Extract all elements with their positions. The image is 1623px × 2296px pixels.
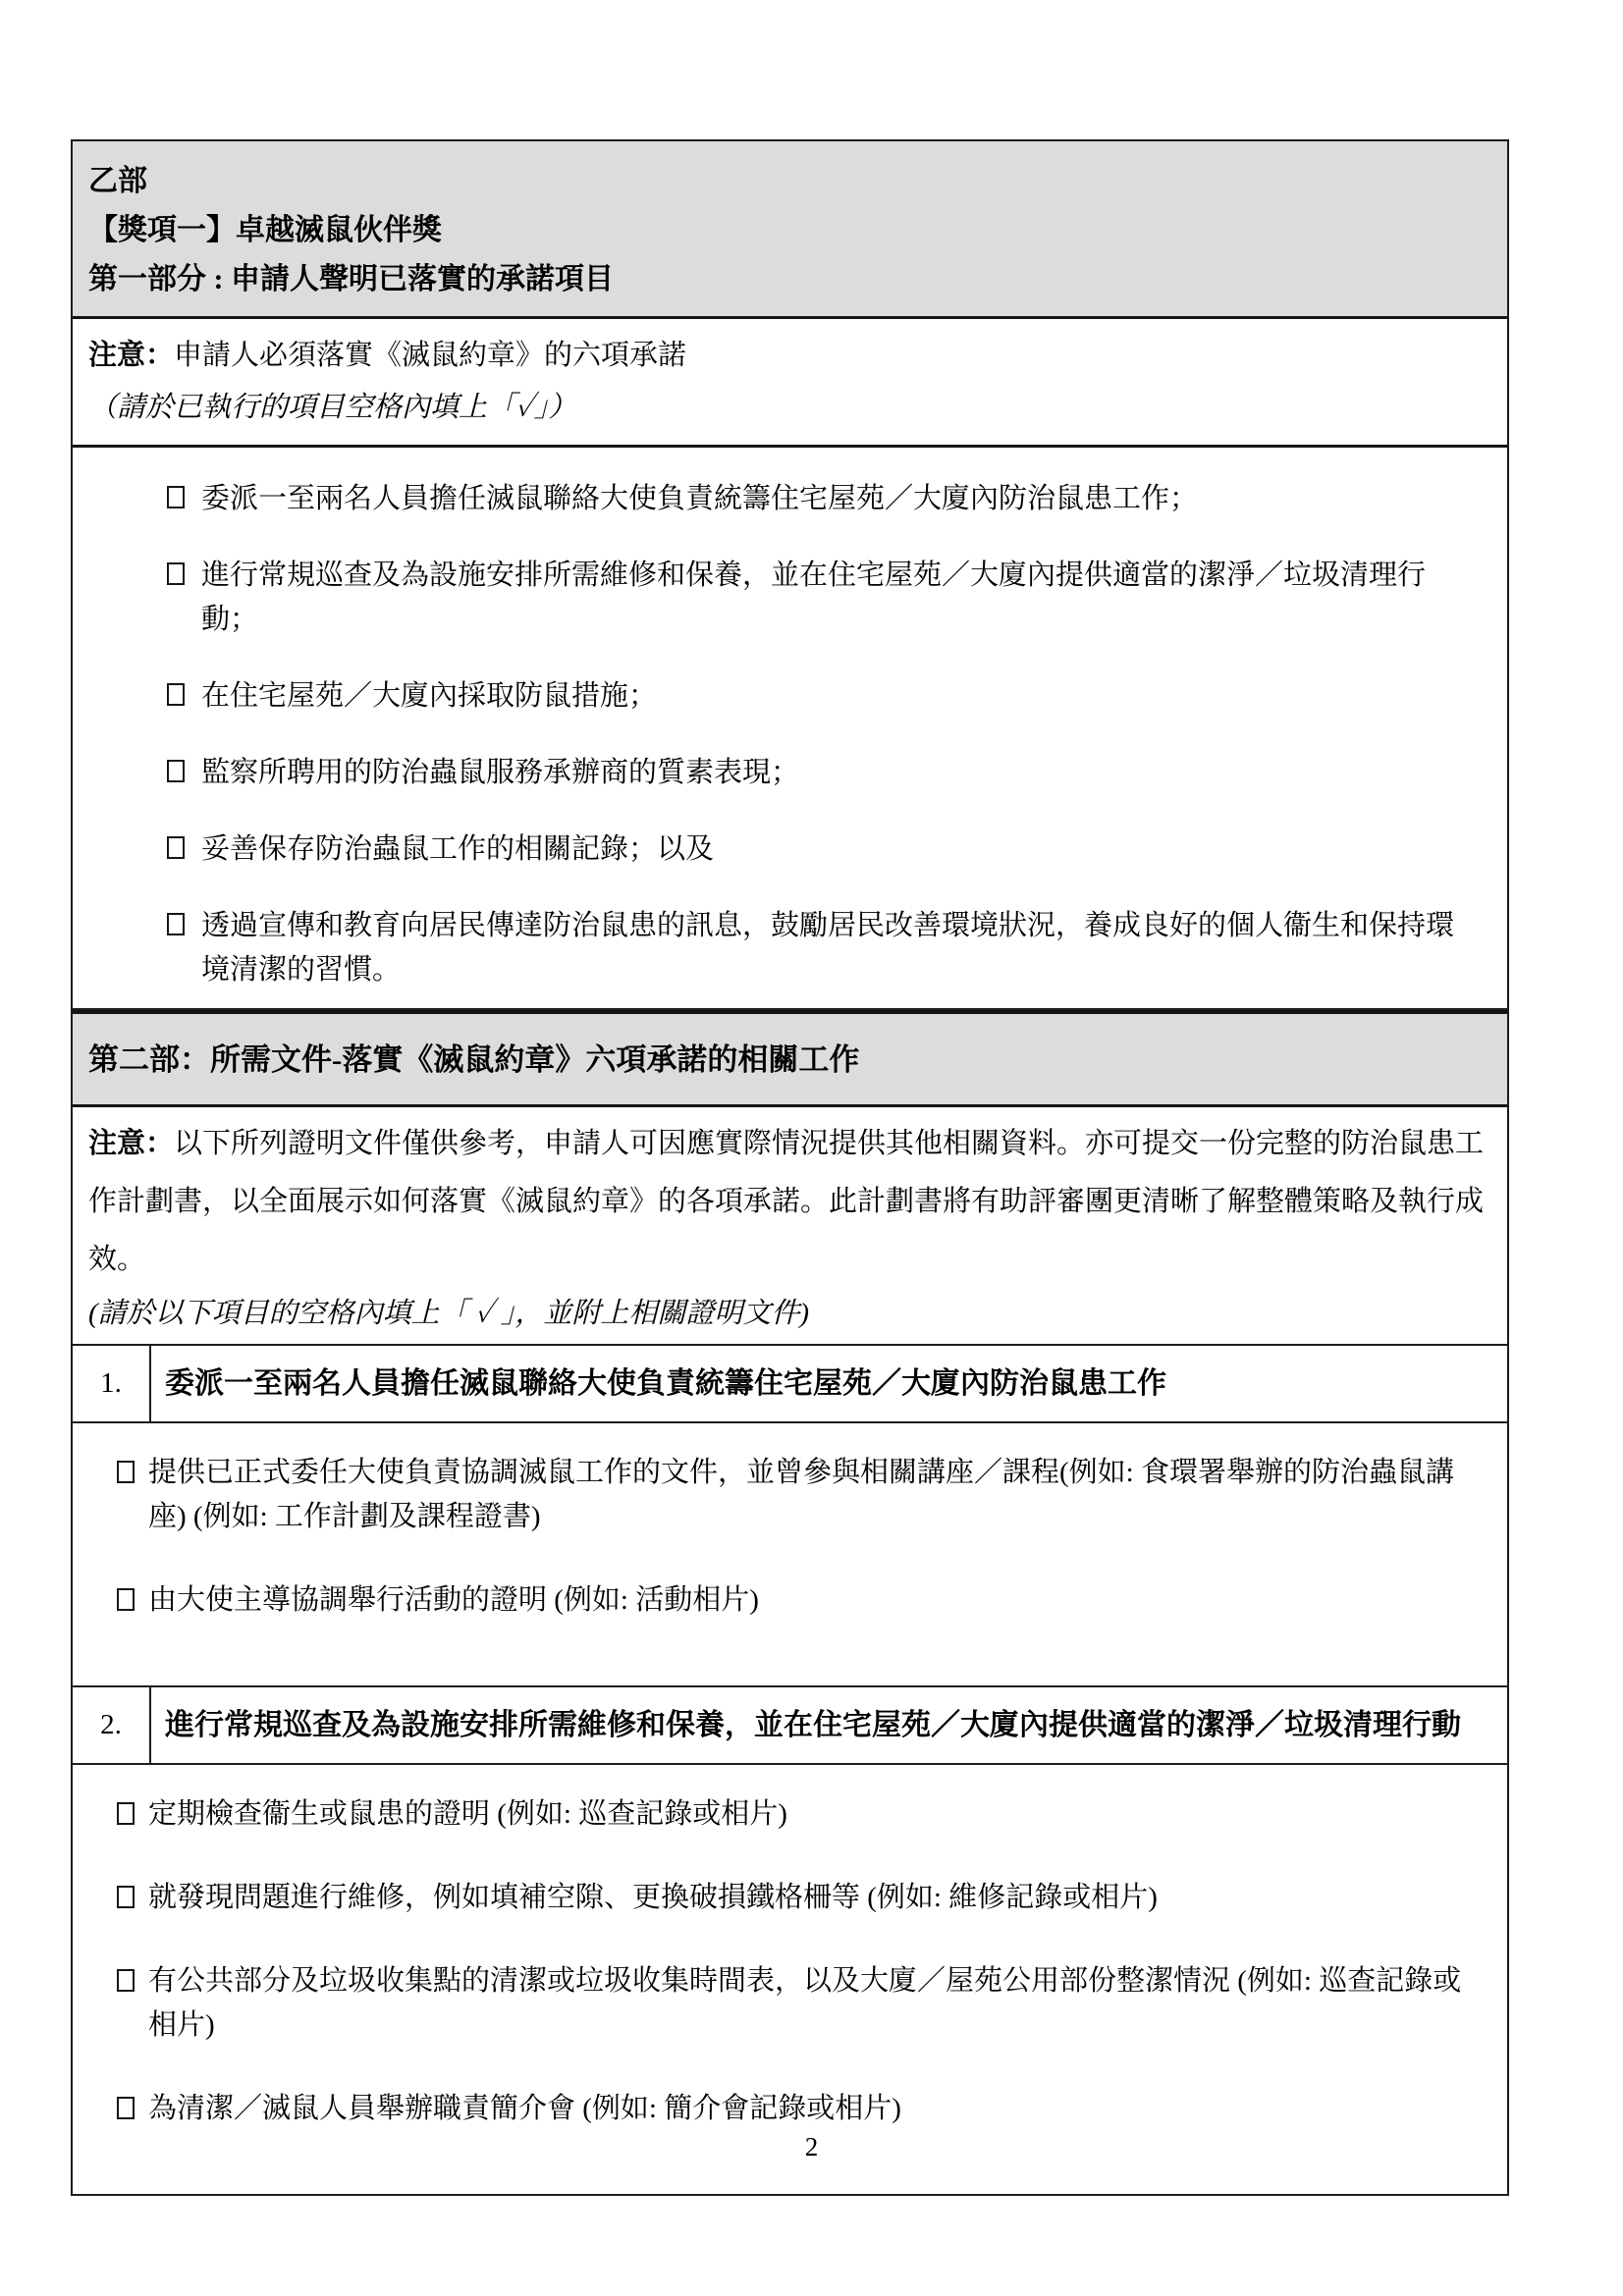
- document-item: [117, 1578, 1478, 1623]
- section-1-items: [73, 1423, 1507, 1687]
- commitment-item: [167, 904, 1474, 992]
- commitment-text: 監察所聘用的防治蟲鼠服務承辦商的質素表現；: [201, 757, 800, 788]
- award-one-title: 【獎項一】卓越滅鼠伙伴獎: [88, 214, 442, 246]
- note-text: 以下所列證明文件僅供參考，申請人可因應實際情況提供其他相關資料。亦可提交一份完整的防治鼠患工作計劃書，以全面展示如何落實《滅鼠約章》的各項承諾。此計劃書將有助評審團更清晰了解整體策略及執行成效。: [88, 1128, 1485, 1275]
- checkbox[interactable]: [117, 1969, 135, 1992]
- note-paragraph: [88, 1115, 1489, 1289]
- document-text: 提供已正式委任大使負責協調滅鼠工作的文件，並曾參與相關講座／課程(例如: 食環署舉辦的防治蟲鼠講座) (例如: 工作計劃及課程證書): [148, 1457, 1454, 1532]
- commitment-text: 妥善保存防治蟲鼠工作的相關記錄；以及: [201, 833, 715, 865]
- note-label: 注意：: [88, 340, 175, 371]
- commitment-item: [167, 477, 1474, 521]
- checkbox[interactable]: [167, 760, 185, 782]
- commitment-item: [167, 674, 1474, 719]
- checkbox[interactable]: [167, 486, 185, 508]
- checkbox[interactable]: [167, 836, 185, 859]
- form-page: [71, 139, 1509, 2196]
- checkbox[interactable]: [167, 562, 185, 585]
- part-two-note: [73, 1107, 1507, 1346]
- commitment-item: [167, 554, 1474, 642]
- checkbox[interactable]: [117, 2097, 135, 2119]
- commitment-text: 透過宣傳和教育向居民傳達防治鼠患的訊息，鼓勵居民改善環境狀況，養成良好的個人衞生和保持環境清潔的習慣。: [201, 910, 1455, 986]
- section-2-items: [73, 1765, 1507, 2194]
- part-b-title: 乙部: [88, 165, 147, 197]
- section-title: 委派一至兩名人員擔任滅鼠聯絡大使負責統籌住宅屋苑／大廈內防治鼠患工作: [165, 1367, 1166, 1400]
- note-line: [88, 329, 1489, 382]
- checkbox[interactable]: [117, 1802, 135, 1825]
- part-two-table: [71, 1010, 1509, 2196]
- document-item: [117, 1876, 1478, 1920]
- note-text: 申請人必須落實《滅鼠約章》的六項承諾: [174, 340, 687, 371]
- commitment-text: 委派一至兩名人員擔任滅鼠聯絡大使負責統籌住宅屋苑／大廈內防治鼠患工作；: [201, 483, 1199, 514]
- commitment-item: [167, 751, 1474, 795]
- section-one-title: 第一部分 : 申請人聲明已落實的承諾項目: [88, 263, 614, 295]
- document-text: 就發現問題進行維修，例如填補空隙、更換破損鐵格柵等 (例如: 維修記錄或相片): [148, 1882, 1158, 1913]
- document-text: 為清潔／滅鼠人員舉辦職責簡介會 (例如: 簡介會記錄或相片): [148, 2093, 901, 2124]
- document-text: 定期檢查衞生或鼠患的證明 (例如: 巡查記錄或相片): [148, 1798, 787, 1830]
- commitment-item: [167, 828, 1474, 872]
- document-item: [117, 2087, 1478, 2131]
- document-text: 由大使主導協調舉行活動的證明 (例如: 活動相片): [148, 1584, 759, 1616]
- section-title: 進行常規巡查及為設施安排所需維修和保養，並在住宅屋苑／大廈內提供適當的潔淨／垃圾清理行動: [165, 1709, 1461, 1741]
- checkbox[interactable]: [117, 1886, 135, 1908]
- page-number: 2: [804, 2132, 819, 2162]
- part-b-table: [71, 139, 1509, 1010]
- part-two-header: 第二部：所需文件-落實《滅鼠約章》六項承諾的相關工作: [73, 1014, 1507, 1107]
- commitment-text: 進行常規巡查及為設施安排所需維修和保養，並在住宅屋苑／大廈內提供適當的潔淨／垃圾清理行動；: [201, 560, 1427, 635]
- section-number: 2.: [73, 1687, 151, 1763]
- checkbox[interactable]: [167, 683, 185, 706]
- section-number: 1.: [73, 1346, 151, 1421]
- section-row-1: [73, 1346, 1507, 1423]
- document-item: [117, 1959, 1478, 2048]
- checkbox[interactable]: [117, 1461, 135, 1483]
- document-item: [117, 1792, 1478, 1837]
- checkbox[interactable]: [167, 913, 185, 935]
- note-label: 注意：: [88, 1128, 175, 1159]
- commitment-list: [73, 448, 1507, 1008]
- section-row-2: [73, 1687, 1507, 1765]
- part-b-header: [73, 141, 1507, 319]
- checkbox[interactable]: [117, 1588, 135, 1611]
- part-b-note: [73, 319, 1507, 448]
- tick-instruction: (請於以下項目的空格內填上「 ✓ 」，並附上相關證明文件): [88, 1298, 810, 1329]
- document-item: [117, 1451, 1478, 1539]
- commitment-text: 在住宅屋苑／大廈內採取防鼠措施；: [201, 680, 658, 712]
- document-text: 有公共部分及垃圾收集點的清潔或垃圾收集時間表，以及大廈／屋苑公用部份整潔情況 (例如: 巡查記錄或相片): [148, 1965, 1462, 2041]
- tick-instruction: （請於已執行的項目空格內填上「✓」）: [88, 392, 577, 423]
